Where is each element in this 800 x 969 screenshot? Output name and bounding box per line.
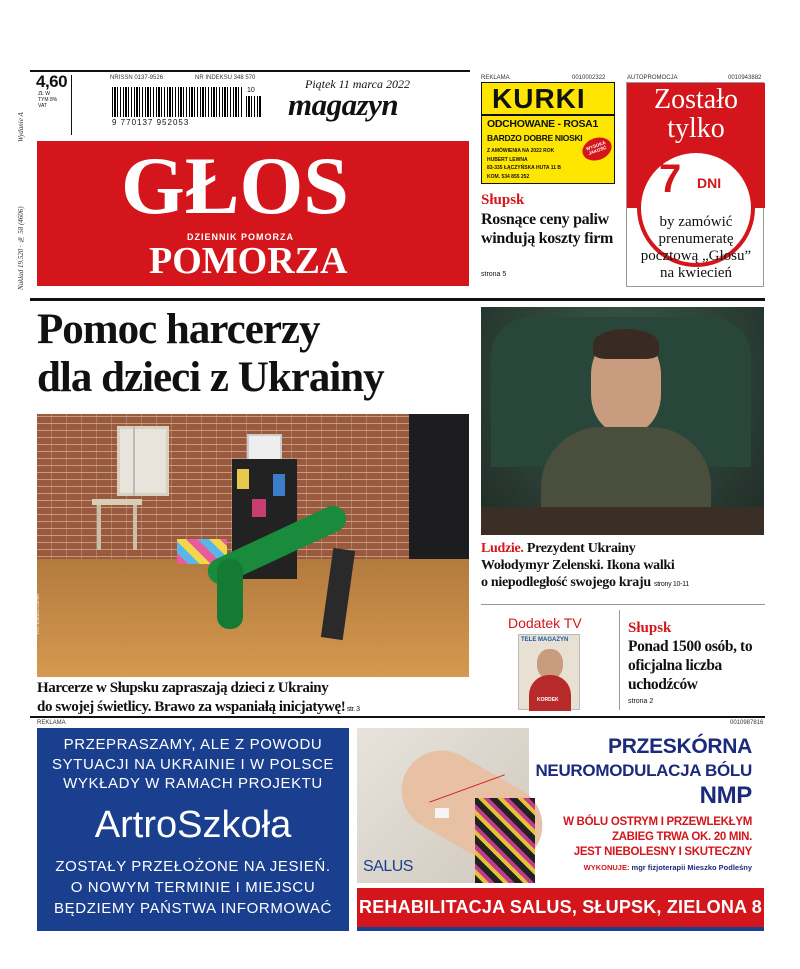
bottom-ad-label: REKLAMA [37, 720, 66, 726]
kurki-info4: KOM. 534 855 252 [487, 173, 530, 180]
zelensky-teaser[interactable] [481, 540, 766, 593]
kurki-line2: BARDZO DOBRE NIOSKI [487, 133, 583, 143]
fuel-page: strona 5 [481, 271, 507, 278]
main-caption [37, 679, 360, 719]
promo-line2: tylko [667, 113, 725, 144]
tv-cover-name: KORDEK [537, 697, 559, 703]
top-rule [30, 70, 470, 72]
artroszkola-line3: WYKŁADY W RAMACH PROJEKTU [63, 775, 323, 792]
zelensky-section: Ludzie. [481, 541, 524, 556]
promo-line4: prenumeratę [658, 231, 734, 247]
nmp-title-2: NEUROMODULACJA BÓLU [535, 761, 752, 780]
artroszkola-line2: SYTUACJI NA UKRAINIE I W POLSCE [52, 755, 334, 773]
promo-text [627, 214, 765, 282]
kurki-ad [481, 82, 615, 184]
promo-line1: Zostało [654, 84, 738, 115]
main-headline-line1: Pomoc harcerzy [37, 306, 320, 353]
nmp-details [530, 815, 752, 860]
kurki-ad-code: 0010002322 [572, 75, 606, 81]
kurki-info3: 83-335 ŁĄCZYŃSKA HUTA 11 B [487, 165, 561, 171]
salus-photo [357, 728, 529, 883]
nmp-title-1: PRZESKÓRNA [607, 735, 752, 758]
main-photo-credit: FOT. ŁUKASZ CAPAR [35, 594, 40, 634]
nmp-performer-name: mgr fizjoterapii Mieszko Podleśny [629, 863, 752, 872]
tv-supplement-label: Dodatek TV [508, 615, 582, 631]
fuel-section: Słupsk [481, 192, 525, 208]
teaser-divider [619, 610, 620, 710]
refugees-section: Słupsk [628, 620, 672, 636]
promo-label: AUTOPROMOCJA [627, 75, 678, 81]
main-caption-line2: do swojej świetlicy. Brawo za wspaniałą inicjatywę! [37, 699, 346, 715]
main-caption-page: str. 3 [346, 706, 360, 713]
bottom-rule [30, 716, 765, 718]
artroszkola-name: ArtroSzkoła [94, 804, 292, 846]
nmp-detail1: W BÓLU OSTRYM I PRZEWLEKŁYM [563, 816, 752, 828]
kurki-brand: KURKI [492, 83, 586, 114]
bottom-ad-code: 0010987816 [730, 720, 764, 726]
nmp-detail3: JEST NIEBOLESNY I SKUTECZNY [573, 846, 752, 858]
zelensky-text1: Prezydent Ukrainy [523, 541, 636, 556]
price-divider [71, 75, 72, 135]
edition-label: Wydanie A [17, 112, 25, 142]
rehabilitacja-banner[interactable] [357, 888, 764, 931]
price: 4,60 [36, 72, 68, 91]
artroszkola-line5: O NOWYM TERMINIE I MIEJSCU [70, 879, 316, 896]
kurki-sticker [579, 134, 615, 165]
promo-line6: na kwiecień [659, 265, 733, 281]
zelensky-photo[interactable] [481, 307, 764, 535]
barcode-number: 9 770137 952053 [112, 118, 190, 127]
nmp-title-3: NMP [699, 782, 752, 809]
nmp-performer [530, 863, 752, 872]
magazine-label: magazyn [288, 87, 399, 122]
tv-supplement-cover[interactable] [518, 634, 580, 710]
circulation-label: Nakład 19.520 · № 58 (4606) [17, 206, 25, 290]
artroszkola-text-bottom [37, 856, 349, 919]
main-photo[interactable] [37, 414, 469, 677]
index-number: NR INDEKSU 348 570 [195, 75, 256, 81]
refugees-page: strona 2 [628, 698, 654, 705]
artroszkola-line1: PRZEPRASZAMY, ALE Z POWODU [63, 736, 323, 753]
kurki-sticker-text: WYSOKA JAKOŚĆ [585, 139, 608, 156]
issue-date: Piątek 11 marca 2022 [305, 77, 410, 91]
zelensky-page: strony 10-11 [654, 581, 689, 588]
price-note: ZŁ W TYM 8% VAT [38, 91, 58, 109]
zelensky-text3: o niepodległość swojego kraju [481, 575, 651, 590]
subscription-promo[interactable] [626, 82, 764, 287]
issn: NRISSN 0137-9526 [110, 75, 164, 81]
fuel-headline[interactable]: Rosnące ceny paliw windują koszty firm [481, 211, 614, 247]
main-headline[interactable] [37, 306, 384, 402]
logo-title-bottom: POMORZA [149, 240, 348, 282]
promo-code: 0010943882 [728, 75, 762, 81]
barcode-issue: 10 [247, 87, 255, 94]
tv-cover-title: TELE MAGAZYN [521, 637, 569, 643]
nmp-detail2: ZABIEG TRWA OK. 20 MIN. [611, 831, 752, 843]
rehabilitacja-text: REHABILITACJA SALUS, SŁUPSK, ZIELONA 8 [359, 897, 762, 917]
teaser-rule [481, 604, 765, 605]
promo-line5: pocztową „Głosu” [640, 248, 752, 264]
promo-line3: by zamówić [659, 214, 733, 230]
main-caption-line1: Harcerze w Słupsku zapraszają dzieci z Ukrainy [37, 680, 329, 696]
refugees-headline[interactable]: Ponad 1500 osób, to oficjalna liczba uchodźców [628, 638, 753, 693]
artroszkola-line4: ZOSTAŁY PRZEŁOŻONE NA JESIEŃ. [55, 858, 331, 875]
artroszkola-line6: BĘDZIEMY PAŃSTWA INFORMOWAĆ [54, 900, 332, 917]
logo-title-top: GŁOS [121, 140, 349, 231]
nmp-performer-label: WYKONUJE: [583, 863, 630, 872]
kurki-info [487, 147, 561, 181]
artroszkola-ad[interactable] [37, 728, 349, 931]
kurki-info1: Z AMÓWIENIA NA 2022 ROK [487, 148, 555, 154]
artroszkola-text-top [37, 735, 349, 794]
logo-subtitle: DZIENNIK POMORZA [187, 232, 294, 242]
salus-logo: SALUS [363, 858, 413, 875]
main-headline-line2: dla dzieci z Ukrainy [37, 354, 384, 401]
kurki-line1: ODCHOWANE - ROSA1 [487, 118, 598, 130]
kurki-info2: HUBERT LEWNA [487, 156, 528, 163]
section-rule [30, 298, 765, 301]
promo-number: 7 [659, 157, 682, 201]
promo-unit: DNI [697, 175, 722, 191]
masthead-logo [37, 141, 469, 286]
zelensky-text2: Wołodymyr Zelenski. Ikona walki [481, 558, 675, 573]
kurki-ad-label: REKLAMA [481, 75, 510, 81]
